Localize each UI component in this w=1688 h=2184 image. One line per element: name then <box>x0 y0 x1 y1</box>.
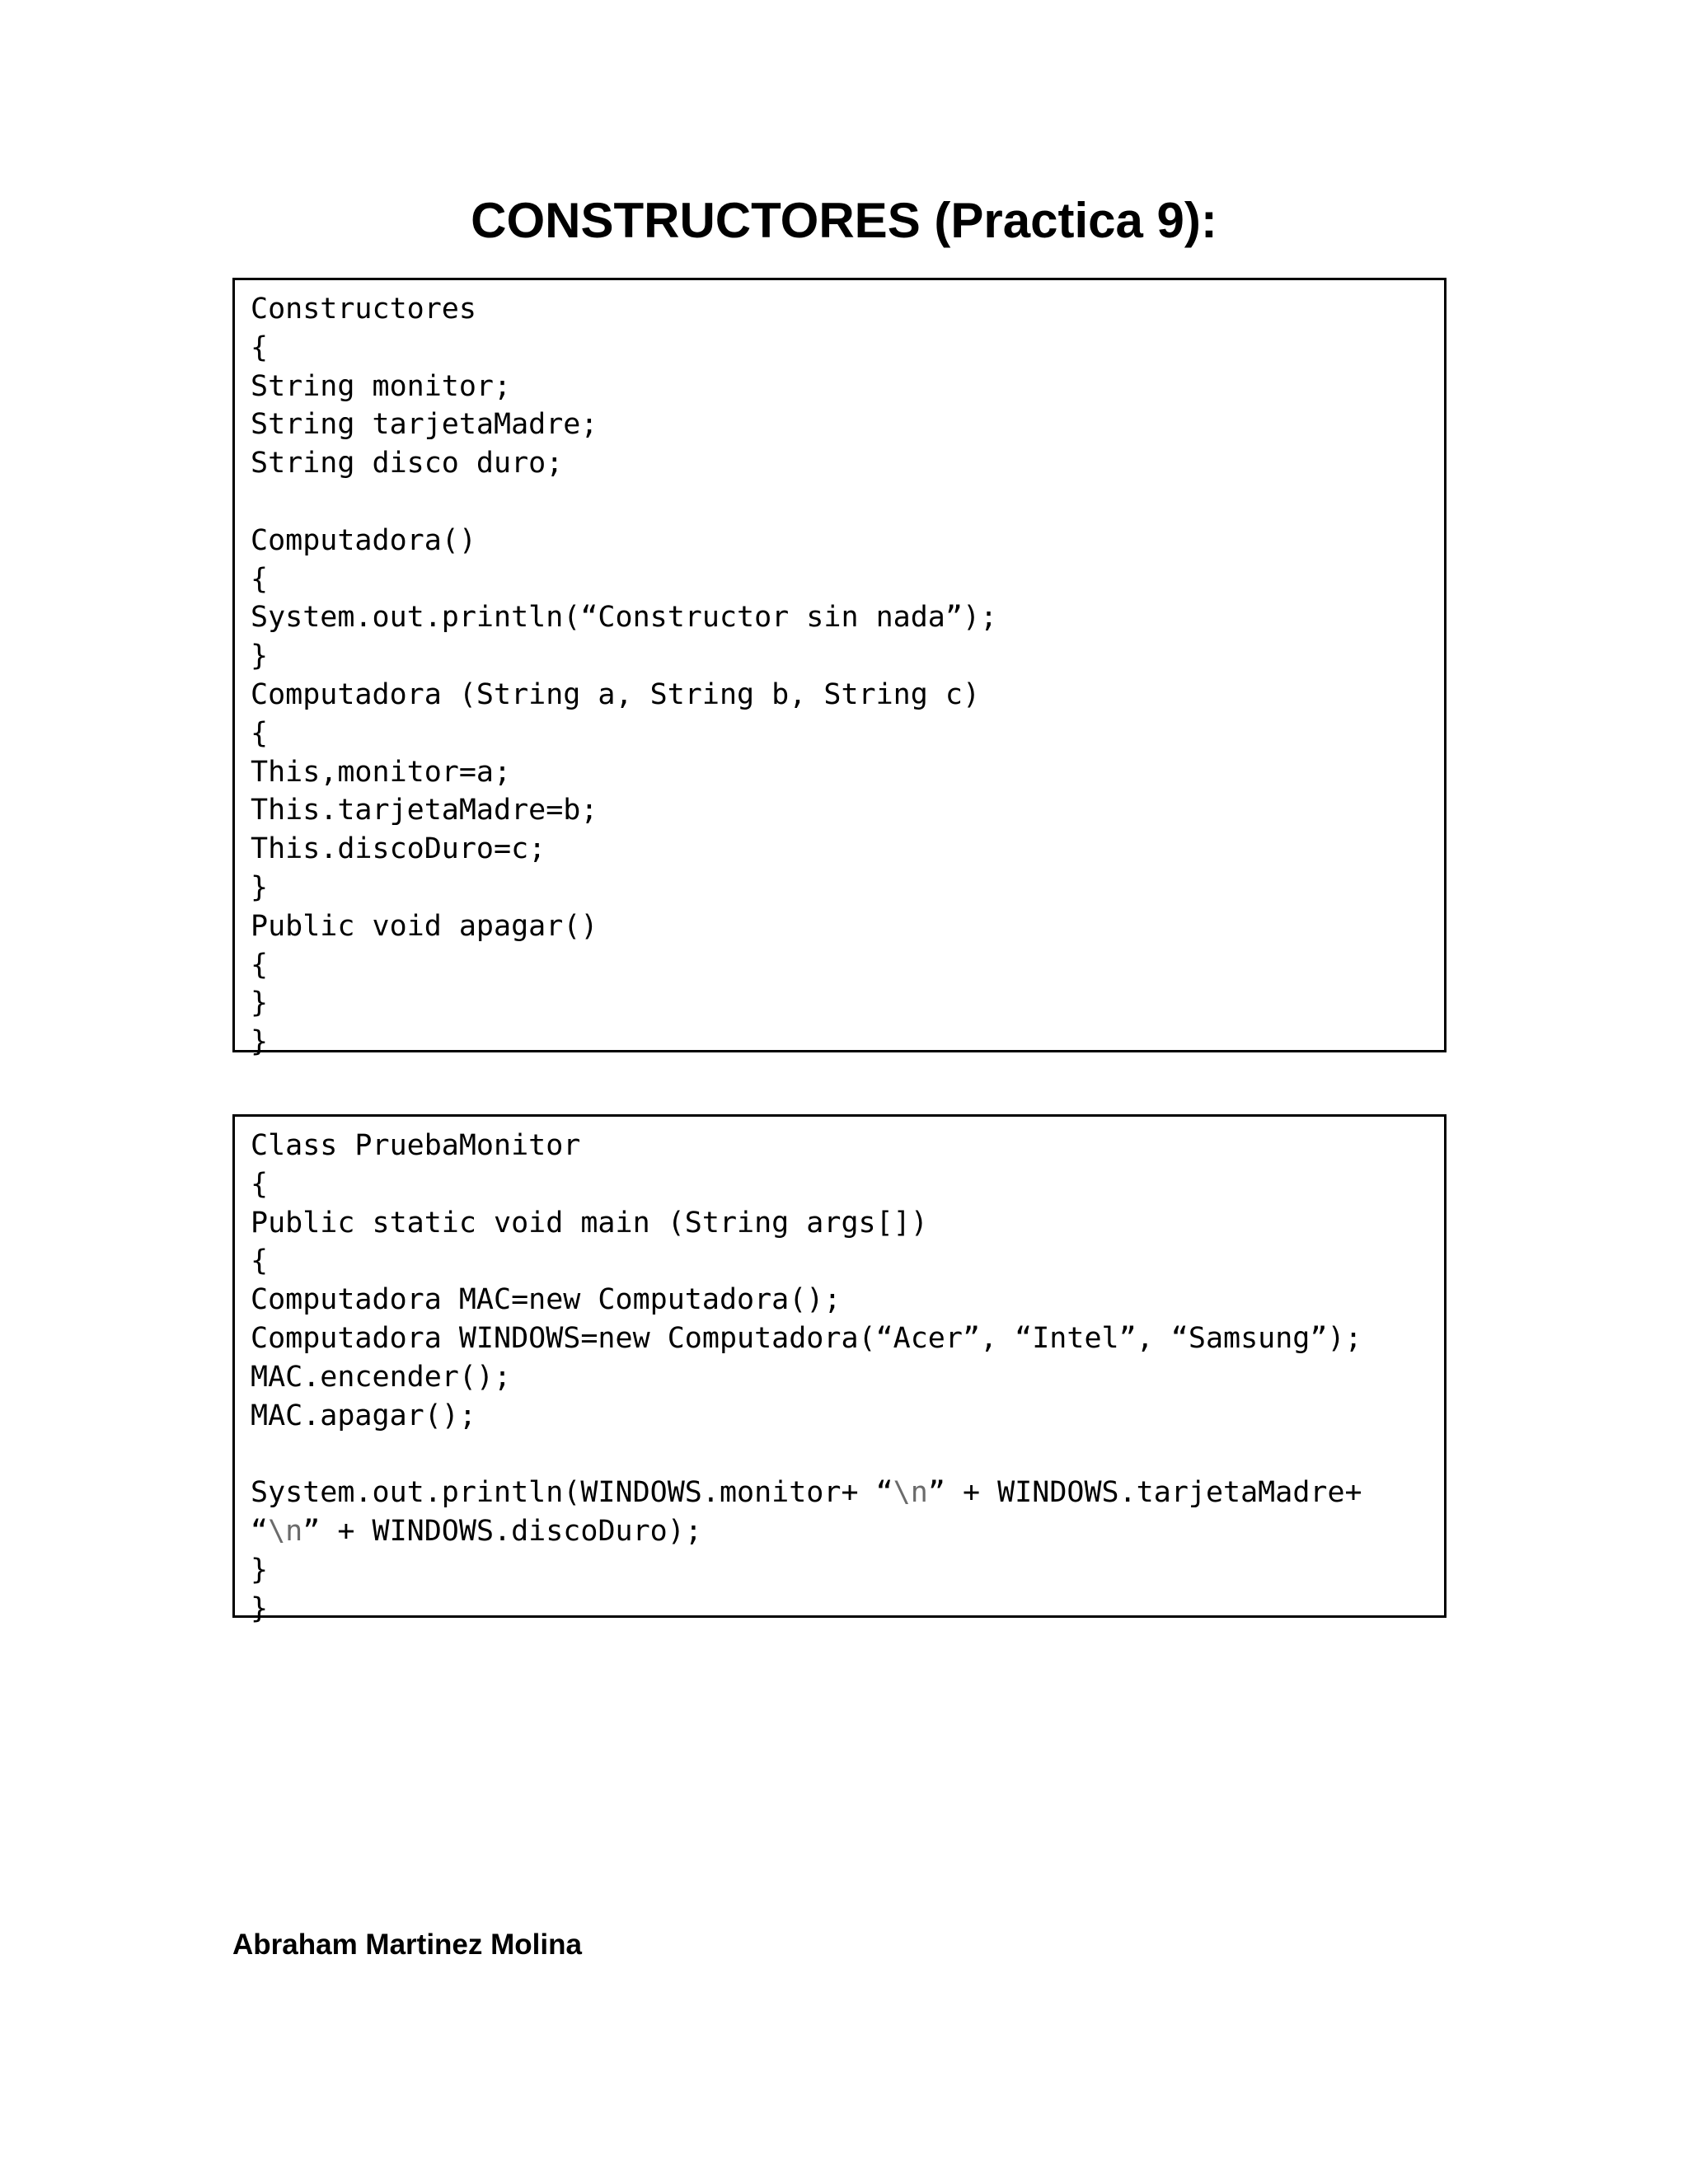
code-line: Public static void main (String args[]) <box>251 1206 928 1240</box>
code-line: “\n” + WINDOWS.discoDuro); <box>251 1514 702 1548</box>
code-line: } <box>251 987 269 1020</box>
code-line: } <box>251 1553 269 1586</box>
code-line: Class PruebaMonitor <box>251 1129 581 1162</box>
code-line: This,monitor=a; <box>251 755 512 789</box>
code-line: { <box>251 1167 269 1201</box>
code-line: This.tarjetaMadre=b; <box>251 794 598 827</box>
code-line: } <box>251 870 269 904</box>
code-line: { <box>251 716 269 750</box>
author-name: Abraham Martinez Molina <box>232 1929 582 1961</box>
code-line: String monitor; <box>251 369 512 403</box>
code-line: String tarjetaMadre; <box>251 408 598 442</box>
code-line: Computadora MAC=new Computadora(); <box>251 1283 842 1317</box>
code-line: { <box>251 1244 269 1278</box>
code-line: } <box>251 640 269 673</box>
code-line: Computadora WINDOWS=new Computadora(“Acer”, “Intel”, “Samsung”); <box>251 1321 1362 1355</box>
code-line: } <box>251 1591 269 1625</box>
code-line: This.discoDuro=c; <box>251 832 546 866</box>
escape-sequence: \n <box>893 1476 928 1510</box>
code-line-blank <box>251 1435 1428 1474</box>
code-line: Constructores <box>251 293 476 326</box>
code-line: System.out.println(“Constructor sin nada”); <box>251 601 998 635</box>
code-line-blank <box>251 483 1428 522</box>
code-line: } <box>251 1025 269 1059</box>
code-line: { <box>251 330 269 364</box>
code-line: MAC.apagar(); <box>251 1399 476 1432</box>
code-line: { <box>251 562 269 596</box>
code-line: Public void apagar() <box>251 909 598 943</box>
code-block-constructores <box>232 278 1447 1059</box>
code-block-prueba-monitor <box>232 1114 1447 1625</box>
code-line: MAC.encender(); <box>251 1360 512 1394</box>
code-line: System.out.println(WINDOWS.monitor+ “\n” + WINDOWS.tarjetaMadre+ <box>251 1476 1362 1510</box>
escape-sequence: \n <box>268 1514 303 1548</box>
page-title: CONSTRUCTORES (Practica 9): <box>471 193 1217 248</box>
code-line: String disco duro; <box>251 447 564 480</box>
code-line: Computadora (String a, String b, String c) <box>251 677 981 711</box>
code-line: Computadora() <box>251 523 476 557</box>
code-line: { <box>251 948 269 982</box>
